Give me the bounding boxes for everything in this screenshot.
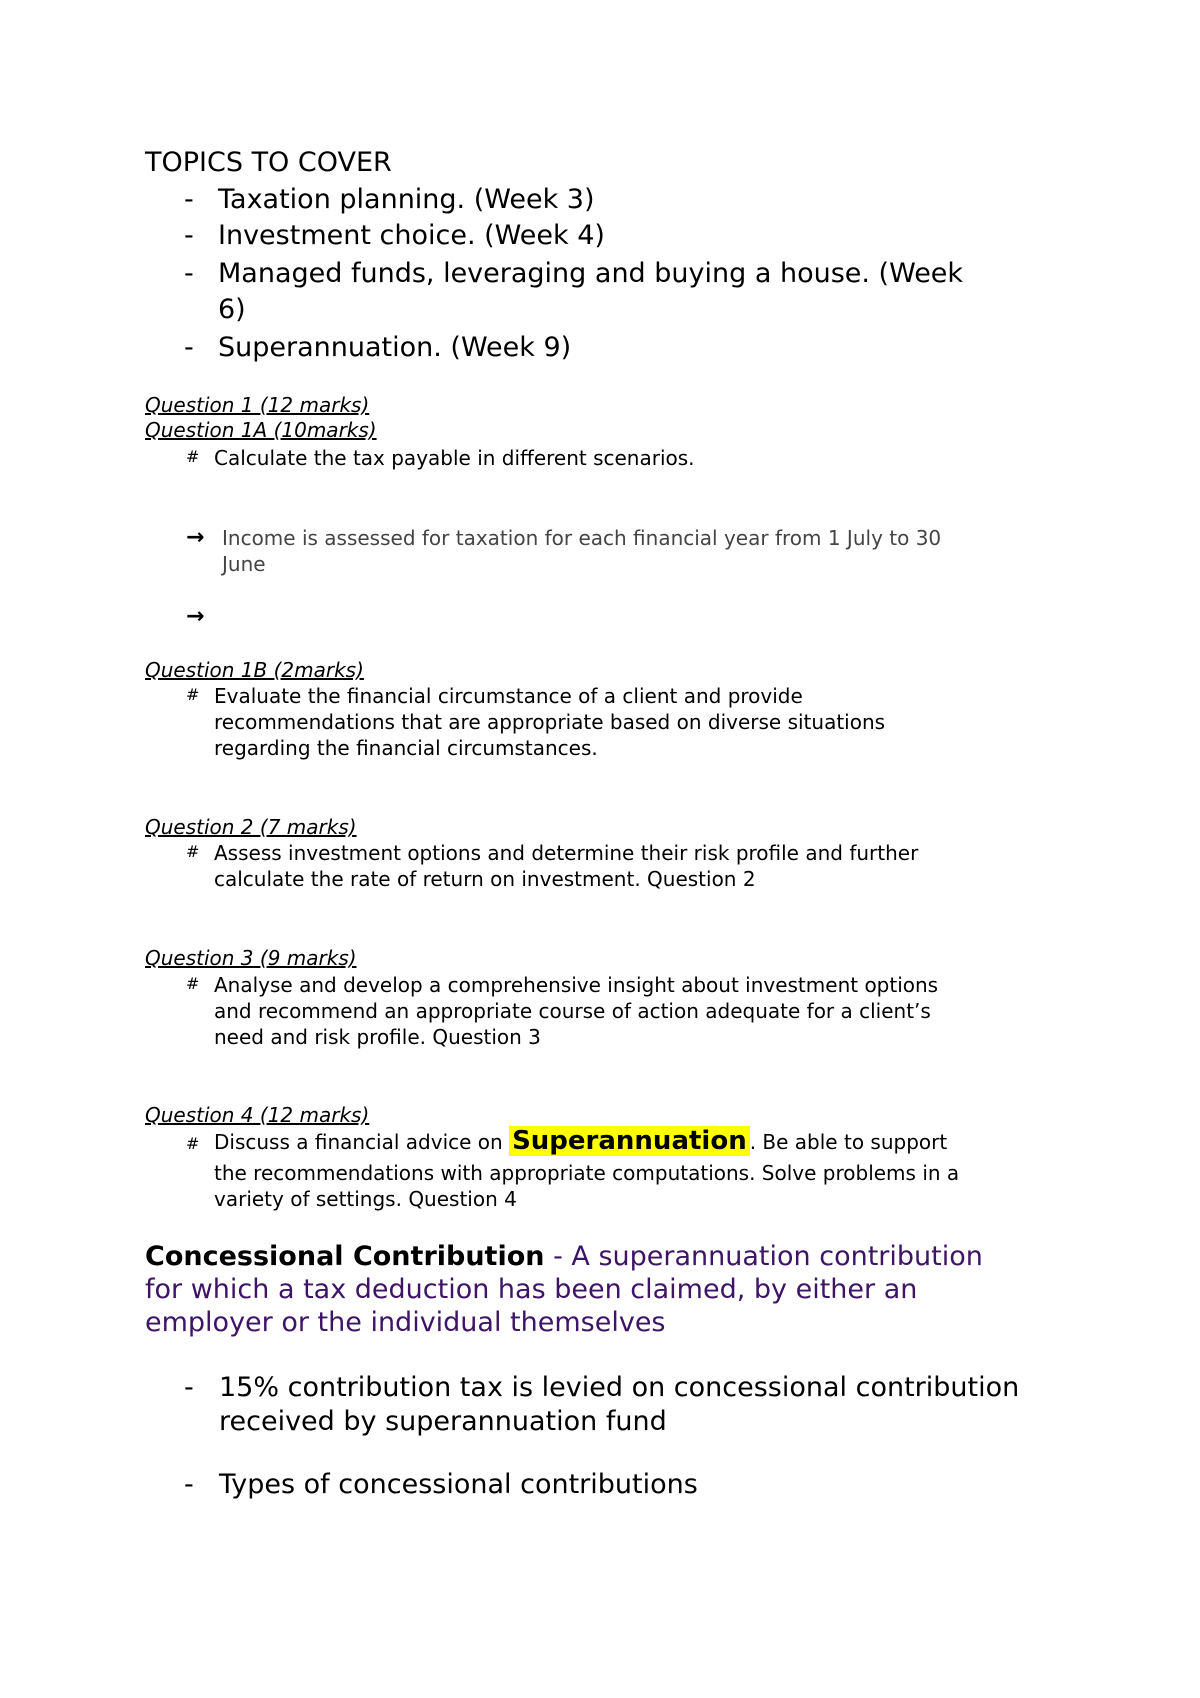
- q4-line1-post: . Be able to support: [749, 1130, 948, 1154]
- question-1-heading: Question 1 (12 marks): [145, 393, 370, 417]
- question-4-bullet: [0, 1128, 1200, 1216]
- arrow-note-line: Income is assessed for taxation for each financial year from 1 July to 30: [222, 526, 942, 550]
- question-2-heading: Question 2 (7 marks): [145, 815, 357, 839]
- topic-text: Superannuation. (Week 9): [218, 332, 572, 363]
- bullet-text: [214, 1128, 947, 1155]
- highlighted-term: Superannuation: [509, 1126, 750, 1156]
- hash-bullet: #: [186, 447, 200, 466]
- question-1b-heading: Question 1B (2marks): [145, 658, 364, 682]
- question-1a-heading: Question 1A (10marks): [145, 418, 377, 442]
- topic-text: Managed funds, leveraging and buying a house. (Week: [218, 258, 964, 289]
- arrow-note-empty: [0, 604, 1200, 632]
- dash-bullet: -: [184, 1372, 194, 1403]
- bullet-text: 15% contribution tax is levied on concessional contribution: [219, 1372, 1020, 1403]
- defined-term: Concessional Contribution: [145, 1241, 545, 1272]
- question-3-heading: Question 3 (9 marks): [145, 946, 357, 970]
- q4-line1-pre: Discuss a financial advice on: [214, 1130, 510, 1154]
- question-1b-bullet: [0, 683, 1200, 763]
- question-4-heading: Question 4 (12 marks): [145, 1103, 370, 1127]
- hash-bullet: #: [186, 842, 200, 861]
- dash-bullet: -: [184, 258, 194, 289]
- bullet-text: need and risk profile. Question 3: [214, 1025, 541, 1049]
- bullet-text: Assess investment options and determine their risk profile and further: [214, 841, 919, 865]
- hash-bullet: #: [186, 974, 200, 993]
- question-3-bullet: [0, 972, 1200, 1052]
- concessional-bullet: [0, 1371, 1200, 1441]
- topic-text: Taxation planning. (Week 3): [218, 184, 595, 215]
- arrow-icon: →: [186, 525, 205, 550]
- concessional-bullet: [0, 1468, 1200, 1504]
- bullet-text: Analyse and develop a comprehensive insight about investment options: [214, 973, 939, 997]
- bullet-text: and recommend an appropriate course of action adequate for a client’s: [214, 999, 931, 1023]
- definition-text: A superannuation contribution: [571, 1241, 983, 1272]
- dash-bullet: -: [184, 184, 194, 215]
- concessional-definition: [145, 1240, 983, 1339]
- topics-title: TOPICS TO COVER: [145, 147, 392, 178]
- bullet-text: received by superannuation fund: [219, 1406, 667, 1437]
- definition-text: for which a tax deduction has been claimed, by either an: [145, 1274, 918, 1305]
- bullet-text: variety of settings. Question 4: [214, 1187, 517, 1211]
- arrow-icon: →: [186, 604, 205, 629]
- arrow-note: [0, 525, 1200, 581]
- bullet-text: regarding the financial circumstances.: [214, 736, 598, 760]
- definition-text: employer or the individual themselves: [145, 1307, 666, 1338]
- bullet-text: the recommendations with appropriate computations. Solve problems in a: [214, 1161, 960, 1185]
- topic-text: 6): [218, 294, 246, 325]
- arrow-note-line: June: [222, 552, 266, 576]
- bullet-text: Calculate the tax payable in different scenarios.: [214, 446, 695, 470]
- dash-bullet: -: [184, 220, 194, 251]
- question-1a-bullet: [0, 445, 1200, 473]
- topic-text: Investment choice. (Week 4): [218, 220, 605, 251]
- question-2-bullet: [0, 840, 1200, 894]
- bullet-text: Types of concessional contributions: [219, 1469, 698, 1500]
- bullet-text: Evaluate the financial circumstance of a client and provide: [214, 684, 803, 708]
- dash-bullet: -: [184, 1469, 194, 1500]
- dash-bullet: -: [184, 332, 194, 363]
- bullet-text: recommendations that are appropriate based on diverse situations: [214, 710, 886, 734]
- hash-bullet: #: [186, 1134, 200, 1153]
- bullet-text: calculate the rate of return on investment. Question 2: [214, 867, 756, 891]
- hash-bullet: #: [186, 685, 200, 704]
- definition-separator: -: [544, 1241, 572, 1272]
